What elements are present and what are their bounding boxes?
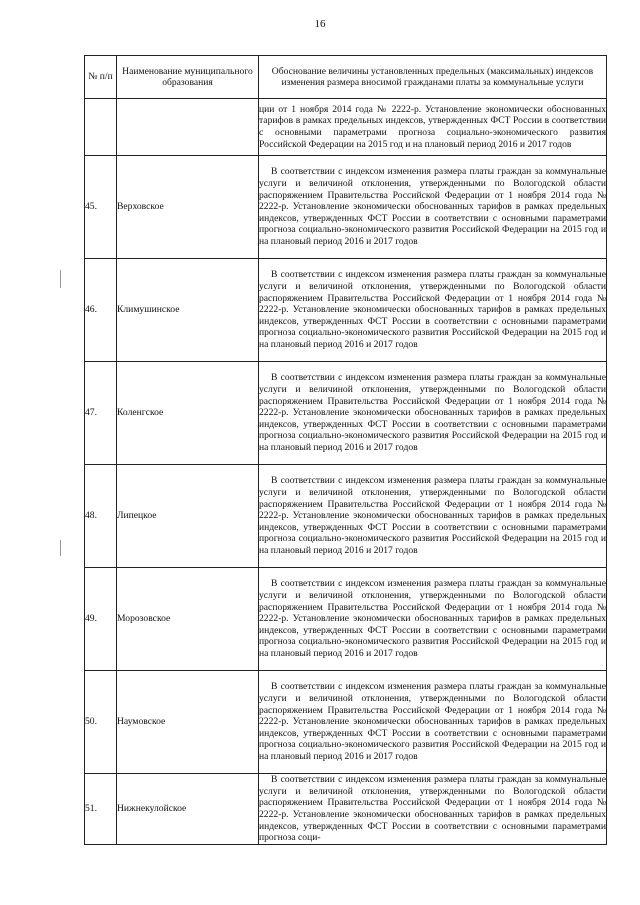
cell-justification	[259, 99, 607, 156]
table-row	[85, 259, 607, 362]
table-row	[85, 156, 607, 259]
municipality-name: Наумовское	[117, 671, 259, 774]
cell-justification	[259, 156, 607, 259]
scan-edge-mark	[60, 270, 61, 288]
tariff-justification-table	[84, 55, 607, 845]
municipality-name: Морозовское	[117, 568, 259, 671]
justification-text: В соответствии с индексом изменения размера платы граждан за коммунальные услуги и величиной отклонения, утвержденными по Вологодской области распоряжением Правительства Российской Федерации от 1 ноября 2014 года № 2222-р. Установление экономически обоснованных тарифов в рамках предельных индексов, утвержденных ФСТ России в соответствии с основными параметрами прогноза социально-экономического развития Российской Федерации на 2015 год и на плановый период 2016 и 2017 годов	[259, 475, 606, 556]
row-number: 48.	[85, 465, 117, 568]
justification-text: ции от 1 ноября 2014 года № 2222-р. Установление экономически обоснованных тарифов в рамках предельных индексов, утвержденных ФСТ России в соответствии с основными параметрами прогноза социально-экономического развития Российской Федерации на 2015 год и на плановый период 2016 и 2017 годов	[259, 103, 606, 150]
municipality-name: Верховское	[117, 156, 259, 259]
row-number: 51.	[85, 774, 117, 845]
justification-text: В соответствии с индексом изменения размера платы граждан за коммунальные услуги и величиной отклонения, утвержденными по Вологодской области распоряжением Правительства Российской Федерации от 1 ноября 2014 года № 2222-р. Установление экономически обоснованных тарифов в рамках предельных индексов, утвержденных ФСТ России в соответствии с основными параметрами прогноза социально-экономического развития Российской Федерации на 2015 год и на плановый период 2016 и 2017 годов	[259, 372, 606, 453]
row-number: 45.	[85, 156, 117, 259]
page-number: 16	[314, 18, 326, 30]
justification-text: В соответствии с индексом изменения размера платы граждан за коммунальные услуги и величиной отклонения, утвержденными по Вологодской области распоряжением Правительства Российской Федерации от 1 ноября 2014 года № 2222-р. Установление экономически обоснованных тарифов в рамках предельных индексов, утвержденных ФСТ России в соответствии с основными параметрами прогноза социально-экономического развития Российской Федерации на 2015 год и на плановый период 2016 и 2017 годов	[259, 166, 606, 247]
cell-justification	[259, 259, 607, 362]
table-header-row	[85, 56, 607, 99]
cell-num	[85, 99, 117, 156]
justification-text: В соответствии с индексом изменения размера платы граждан за коммунальные услуги и величиной отклонения, утвержденными по Вологодской области распоряжением Правительства Российской Федерации от 1 ноября 2014 года № 2222-р. Установление экономически обоснованных тарифов в рамках предельных индексов, утвержденных ФСТ России в соответствии с основными параметрами прогноза социально-экономического развития Российской Федерации на 2015 год и на плановый период 2016 и 2017 годов	[259, 269, 606, 350]
municipality-name: Коленгское	[117, 362, 259, 465]
table-row	[85, 362, 607, 465]
cell-justification	[259, 671, 607, 774]
row-number: 49.	[85, 568, 117, 671]
cell-justification	[259, 774, 607, 845]
table-row	[85, 568, 607, 671]
cell-justification	[259, 362, 607, 465]
cell-name	[117, 99, 259, 156]
header-municipality: Наименование муниципального образования	[117, 56, 259, 99]
municipality-name: Нижнекулойское	[117, 774, 259, 845]
justification-text: В соответствии с индексом изменения размера платы граждан за коммунальные услуги и величиной отклонения, утвержденными по Вологодской области распоряжением Правительства Российской Федерации от 1 ноября 2014 года № 2222-р. Установление экономически обоснованных тарифов в рамках предельных индексов, утвержденных ФСТ России в соответствии с основными параметрами прогноза соци-	[259, 774, 606, 844]
header-justification: Обоснование величины установленных предельных (максимальных) индексов изменения размера вносимой гражданами платы за коммунальные услуги	[259, 56, 607, 99]
justification-text: В соответствии с индексом изменения размера платы граждан за коммунальные услуги и величиной отклонения, утвержденными по Вологодской области распоряжением Правительства Российской Федерации от 1 ноября 2014 года № 2222-р. Установление экономически обоснованных тарифов в рамках предельных индексов, утвержденных ФСТ России в соответствии с основными параметрами прогноза социально-экономического развития Российской Федерации на 2015 год и на плановый период 2016 и 2017 годов	[259, 681, 606, 762]
cell-justification	[259, 568, 607, 671]
municipality-name: Липецкое	[117, 465, 259, 568]
row-number: 47.	[85, 362, 117, 465]
table-row	[85, 671, 607, 774]
row-number: 46.	[85, 259, 117, 362]
row-number: 50.	[85, 671, 117, 774]
table-row	[85, 774, 607, 845]
cell-justification	[259, 465, 607, 568]
scan-edge-mark	[60, 540, 61, 556]
table-row	[85, 465, 607, 568]
justification-text: В соответствии с индексом изменения размера платы граждан за коммунальные услуги и величиной отклонения, утвержденными по Вологодской области распоряжением Правительства Российской Федерации от 1 ноября 2014 года № 2222-р. Установление экономически обоснованных тарифов в рамках предельных индексов, утвержденных ФСТ России в соответствии с основными параметрами прогноза социально-экономического развития Российской Федерации на 2015 год и на плановый период 2016 и 2017 годов	[259, 578, 606, 659]
table-row-continuation	[85, 99, 607, 156]
municipality-name: Климушинское	[117, 259, 259, 362]
header-num: № п/п	[85, 56, 117, 99]
